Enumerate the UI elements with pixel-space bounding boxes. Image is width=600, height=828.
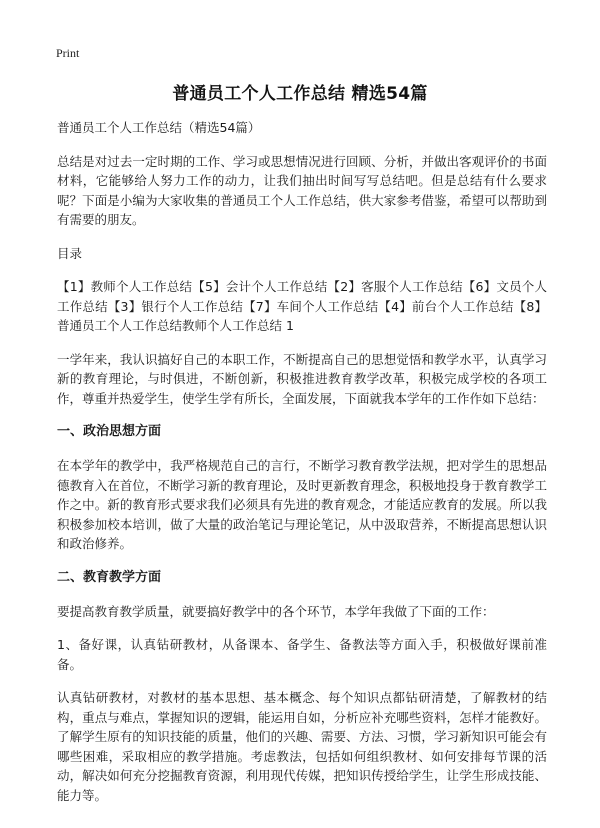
toc-list: 【1】教师个人工作总结【5】会计个人工作总结【2】客服个人工作总结【6】文员个人工作总结【3】银行个人工作总结【7】车间个人工作总结【4】前台个人工作总结【8】普通员工个人工作总结教师个人工作总结 1 [57,279,547,333]
section-2-item-1-detail: 认真钻研教材，对教材的基本思想、基本概念、每个知识点都钻研清楚，了解教材的结构，重点与难点，掌握知识的逻辑，能运用自如，分析应补充哪些资料，怎样才能教好。了解学生原有的知识技能的质量，他们的兴趣、需要、方法、习惯，学习新知识可能会有哪些困难，采取相应的教学措施。考虑教法，包括如何组织教材、如何安排每节课的活动，解决如何充分挖掘教育资源，利用现代传媒，把知识传授给学生，让学生形成技能、能力等。 [57,690,547,803]
section-2-heading: 二、教育教学方面 [57,569,162,585]
page-title: 普通员工个人工作总结 精选54篇 [172,84,428,104]
section-1-heading: 一、政治思想方面 [57,424,162,439]
subtitle: 普通员工个人工作总结（精选54篇） [57,120,261,135]
section-2-item-1: 1、备好课，认真钻研教材，从备课本、备学生、备教法等方面入手，积极做好课前准备。 [57,637,547,672]
section-1-text: 在本学年的教学中，我严格规范自己的言行，不断学习教育教学法规，把对学生的思想品德教育入在首位，不断学习新的教育理论，及时更新教育理念，积极地投身于教育教学工作之中。新的教育形式要求我们必须具有先进的教育观念，才能适应教育的发展。所以我积极参加校本培训，做了大量的政治笔记与理论笔记，从中汲取营养，不断提高思想认识和政治修养。 [57,458,547,551]
section-2-intro: 要提高教育教学质量，就要搞好教学中的各个环节，本学年我做了下面的工作： [57,603,495,619]
document-body [57,118,547,819]
intro-paragraph: 总结是对过去一定时期的工作、学习或思想情况进行回顾、分析，并做出客观评价的书面材料，它能够给人努力工作的动力，让我们抽出时间写写总结吧。但是总结有什么要求呢？下面是小编为大家收集的普通员工个人工作总结，供大家参考借鉴，希望可以帮助到有需要的朋友。 [57,153,547,227]
paragraph-1: 一学年来，我认识搞好自己的本职工作，不断提高自己的思想觉悟和教学水平，认真学习新的教育理论，与时俱进，不断创新，积极推进教育教学改革，积极完成学校的各项工作，尊重并热爱学生，使学生学有所长，全面发展，下面就我本学年的工作作如下总结： [57,351,547,406]
print-label[interactable]: Print [56,46,80,60]
toc-heading: 目录 [57,245,83,261]
